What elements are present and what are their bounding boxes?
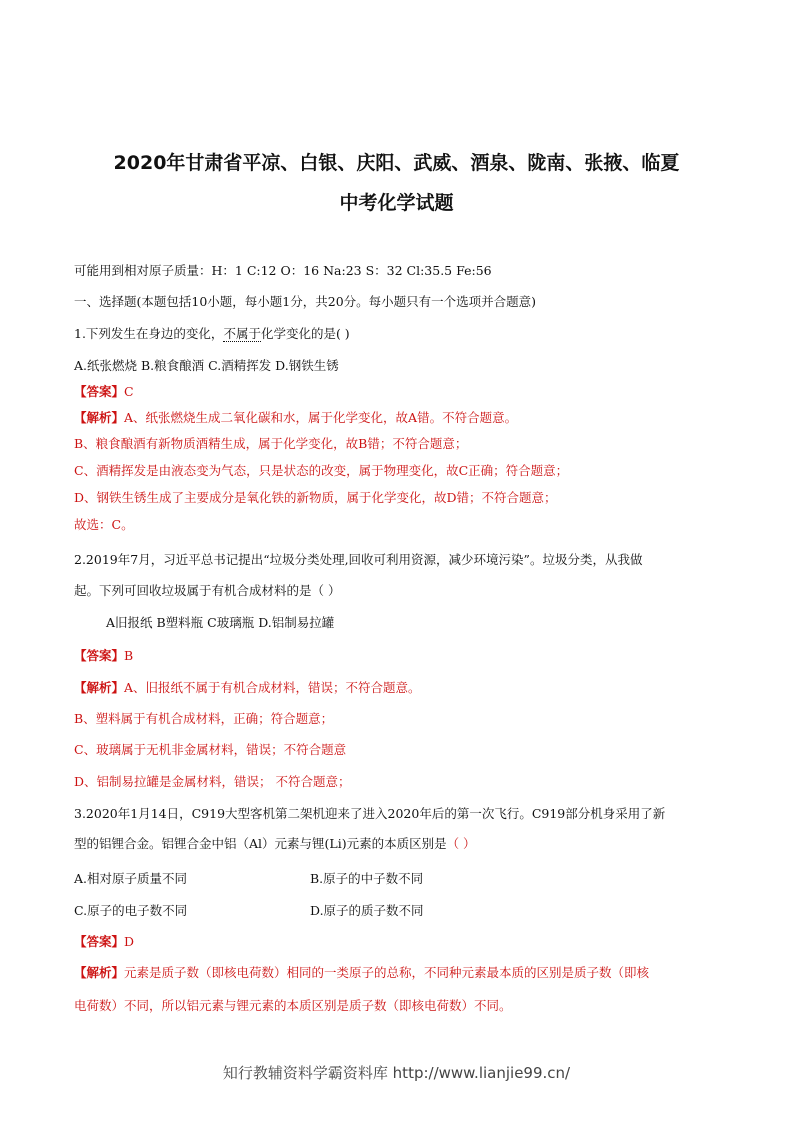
q1-options: A.纸张燃烧 B.粮食酿酒 C.酒精挥发 D.钢铁生锈	[74, 358, 339, 373]
q1-analysis-text-1: A、纸张燃烧生成二氧化碳和水，属于化学变化，故A错。不符合题意。	[124, 410, 518, 425]
q3-answer	[74, 934, 734, 950]
q2-analysis-text-1: A、旧报纸不属于有机合成材料，错误；不符合题意。	[124, 680, 421, 695]
q2-answer-tag: 【答案】	[74, 648, 125, 663]
q2-analysis-line-1	[74, 680, 734, 696]
q3-analysis-line-1	[74, 965, 734, 981]
q1-answer-tag: 【答案】	[74, 384, 125, 399]
q3-option-a: A.相对原子质量不同	[74, 871, 188, 886]
title-line-2: 中考化学试题	[339, 192, 454, 214]
section-heading: 一、选择题(本题包括10小题，每小题1分，共20分。每小题只有一个选项并合题意)	[74, 294, 537, 309]
q3-answer-value: D	[124, 934, 135, 949]
q1-stem-prefix: 1.下列发生在身边的变化，	[74, 326, 224, 341]
q2-answer	[74, 648, 734, 664]
q1-analysis-line-5: 故选：C。	[74, 517, 134, 532]
q2-stem-line-2: 起。下列可回收垃圾属于有机合成材料的是（ ）	[74, 583, 341, 598]
q3-analysis-text-1: 元素是质子数（即核电荷数）相同的一类原子的总称，不同种元素最本质的区别是质子数（即核	[124, 965, 650, 980]
q1-analysis-line-2: B、粮食酿酒有新物质酒精生成，属于化学变化，故B错；不符合题意；	[74, 436, 468, 451]
q1-analysis-line-4: D、钢铁生锈生成了主要成分是氧化铁的新物质，属于化学变化，故D错；不符合题意；	[74, 490, 557, 505]
q3-stem-line-2	[74, 836, 734, 852]
q1-answer-value: C	[124, 384, 134, 399]
q3-analysis-tag: 【解析】	[74, 965, 125, 980]
q3-option-b: B.原子的中子数不同	[310, 871, 424, 886]
q2-options: A旧报纸 B塑料瓶 C玻璃瓶 D.铝制易拉罐	[106, 615, 335, 630]
q1-analysis-line-1	[74, 410, 734, 426]
q1-stem-emphasis: 不属于	[223, 326, 261, 341]
q1-analysis-tag: 【解析】	[74, 410, 125, 425]
q3-option-d: D.原子的质子数不同	[310, 903, 424, 918]
q1-analysis-line-3: C、酒精挥发是由液态变为气态，只是状态的改变，属于物理变化，故C正确；符合题意；	[74, 463, 569, 478]
q3-stem-text: 型的铝锂合金。铝锂合金中铝（Al）元素与锂(Li)元素的本质区别是	[74, 836, 447, 851]
q2-analysis-line-3: C、玻璃属于无机非金属材料，错误；不符合题意	[74, 742, 347, 757]
q1-stem	[74, 326, 734, 342]
q3-option-c: C.原子的电子数不同	[74, 903, 188, 918]
q1-answer	[74, 384, 734, 400]
q2-analysis-line-2: B、塑料属于有机合成材料，正确；符合题意；	[74, 711, 334, 726]
q2-answer-value: B	[124, 648, 134, 663]
title-line-1: 2020年甘肃省平凉、白银、庆阳、武威、酒泉、陇南、张掖、临夏	[113, 152, 680, 174]
footer-watermark: 知行教辅资料学霸资料库 http://www.lianjie99.cn/	[222, 1064, 571, 1082]
q3-analysis-line-2: 电荷数）不同，所以铝元素与锂元素的本质区别是质子数（即核电荷数）不同。	[74, 998, 512, 1013]
q3-answer-tag: 【答案】	[74, 934, 125, 949]
q2-analysis-tag: 【解析】	[74, 680, 125, 695]
atomic-mass-line: 可能用到相对原子质量：H：1 C:12 O：16 Na:23 S：32 Cl:35.5 Fe:56	[74, 263, 492, 278]
q2-stem-line-1: 2.2019年7月，习近平总书记提出“垃圾分类处理,回收可利用资源，减少环境污染”。垃圾分类，从我做	[74, 552, 643, 567]
q3-stem-line-1: 3.2020年1月14日，C919大型客机第二架机迎来了进入2020年后的第一次飞行。C919部分机身采用了新	[74, 806, 666, 821]
q1-stem-suffix: 化学变化的是( )	[260, 326, 350, 341]
q3-stem-paren: （ ）	[446, 836, 476, 851]
q2-analysis-line-4: D、铝制易拉罐是金属材料，错误； 不符合题意；	[74, 774, 351, 789]
